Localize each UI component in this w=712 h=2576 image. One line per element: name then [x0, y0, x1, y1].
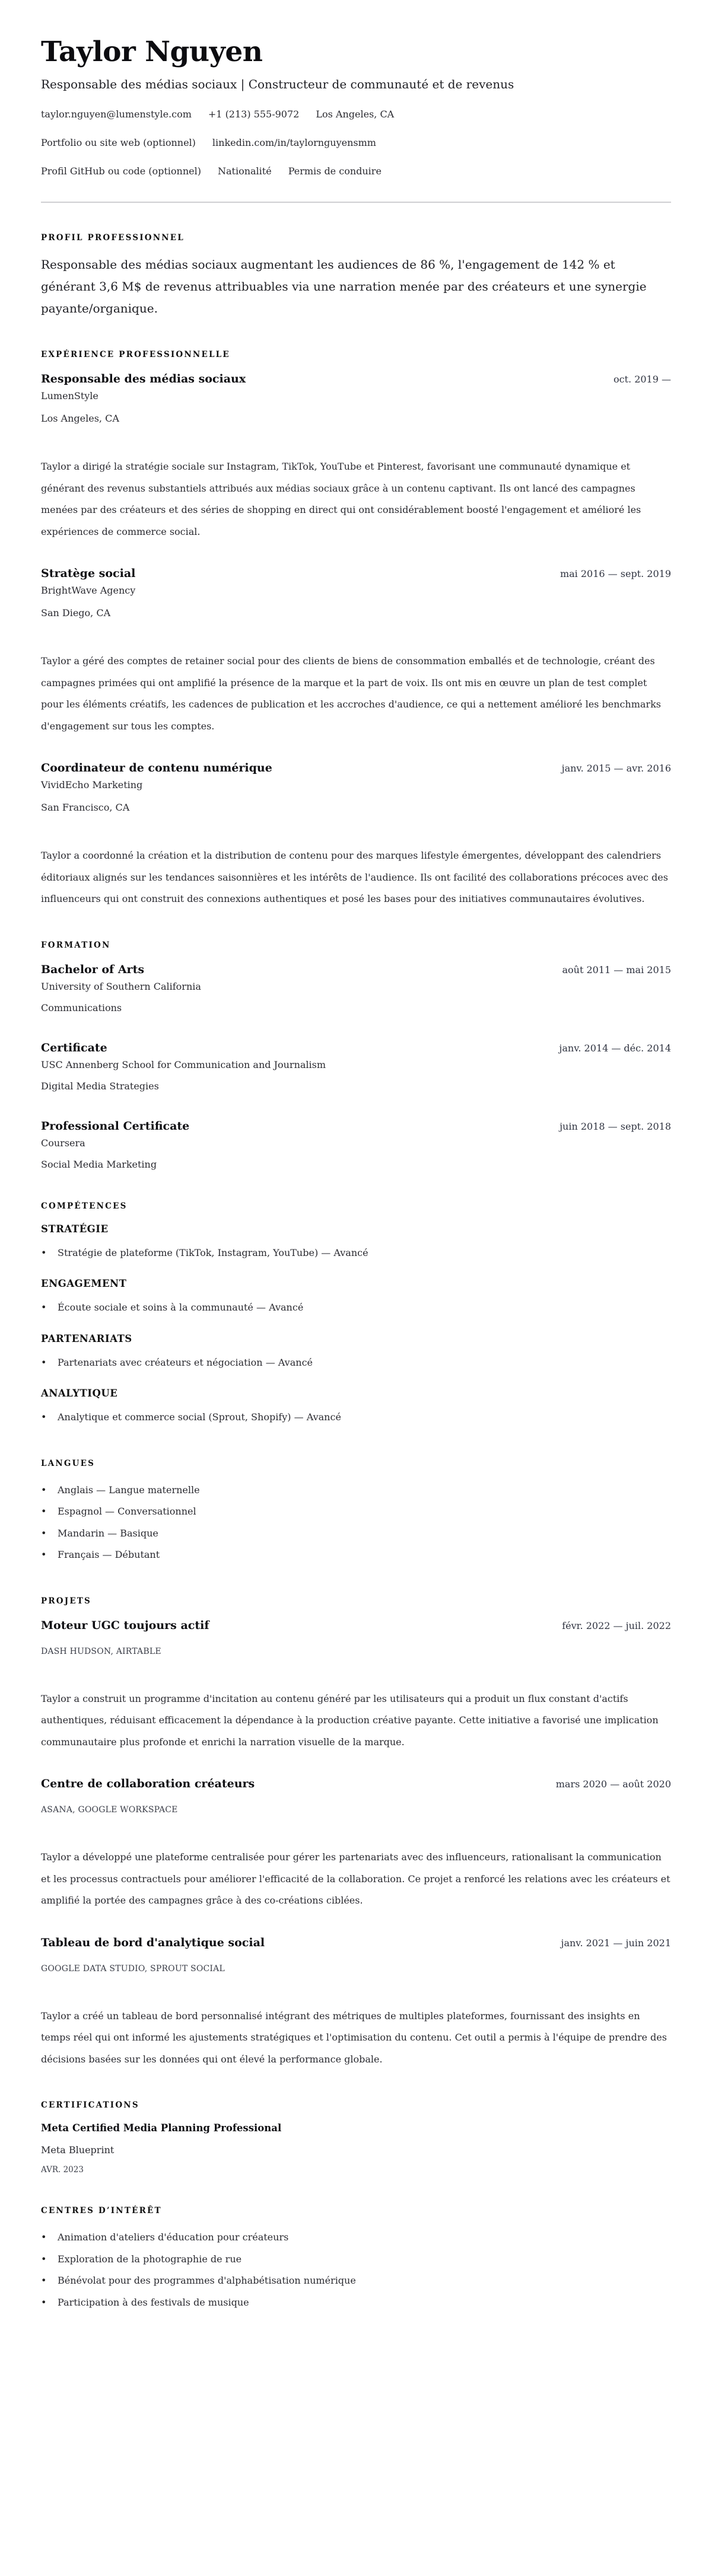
contact-row-primary — [41, 108, 671, 121]
project-description: Taylor a construit un programme d'incitation au contenu généré par les utilisateurs qui a produit un flux constant d'actifs authentiques, réduisant efficacement la dépendance à la production créative payante. Cette initiative a favorisé une implication communautaire plus profonde et enrichi la narration visuelle de la marque. — [41, 1692, 659, 1748]
language-item: • Anglais — Langue maternelle — [41, 1480, 671, 1501]
interests-section — [41, 2205, 671, 2313]
language-item: • Espagnol — Conversationnel — [41, 1501, 671, 1523]
job-location: San Diego, CA — [41, 607, 111, 619]
language-item: • Français — Débutant — [41, 1544, 671, 1566]
job-description: Taylor a dirigé la stratégie sociale sur Instagram, TikTok, YouTube et Pinterest, favorisant une communauté dynamique et générant des revenus substantiels attribués aux médias sociaux grâce à un contenu captivant. Ils ont lancé des campagnes menées par des créateurs et des séries de shopping en direct qui ont considérablement boosté l'engagement et amélioré les expériences de commerce social. — [41, 461, 641, 537]
project-dates: janv. 2021 — juin 2021 — [561, 1937, 671, 1949]
job-location: San Francisco, CA — [41, 802, 130, 813]
projects-section — [41, 1596, 671, 2071]
degree-title: Professional Certificate — [41, 1119, 190, 1133]
job-description: Taylor a géré des comptes de retainer social pour des clients de biens de consommation emballés et de technologie, créant des campagnes primées qui ont amplifié la présence de la marque et la part de voix. Ils ont mis en œuvre un plan de test complet pour les éléments créatifs, les cadences de publication et les accroches d'audience, ce qui a nettement amélioré les benchmarks d'engagement sur tous les comptes. — [41, 655, 661, 732]
project-description: Taylor a développé une plateforme centralisée pour gérer les partenariats avec des influenceurs, rationalisant la communication et les processus contractuels pour améliorer l'efficacité de la collaboration. Ce projet a renforcé les relations avec les créateurs et amplifié la portée des campagnes grâce à des co-créations ciblées. — [41, 1851, 670, 1906]
interest-item: • Bénévolat pour des programmes d'alphabétisation numérique — [41, 2270, 671, 2292]
education-dates: août 2011 — mai 2015 — [562, 964, 671, 975]
certification-issuer: Meta Blueprint — [41, 2144, 115, 2156]
education-item — [41, 961, 671, 1015]
skill-group — [41, 1332, 671, 1374]
header-divider — [41, 202, 671, 203]
experience-section — [41, 349, 671, 910]
skill-group-title: PARTENARIATS — [41, 1332, 132, 1344]
skill-group — [41, 1386, 671, 1429]
school-name: USC Annenberg School for Communication and Journalism — [41, 1059, 326, 1070]
linkedin-link[interactable]: linkedin.com/in/taylornguyensmm — [212, 137, 376, 148]
project-item — [41, 1775, 671, 1912]
portfolio-link[interactable]: Portfolio ou site web (optionnel) — [41, 137, 196, 148]
certification-item — [41, 2121, 671, 2176]
interest-list — [41, 2227, 671, 2313]
project-dates: mars 2020 — août 2020 — [555, 1778, 671, 1790]
skill-item: • Partenariats avec créateurs et négociation — Avancé — [41, 1352, 671, 1374]
degree-title: Certificate — [41, 1041, 107, 1054]
skill-group — [41, 1277, 671, 1319]
experience-item — [41, 565, 671, 737]
skill-list — [41, 1297, 671, 1319]
certification-name: Meta Certified Media Planning Professional — [41, 2122, 282, 2134]
section-title-summary: PROFIL PROFESSIONNEL — [41, 233, 185, 243]
contact-row-links — [41, 136, 671, 149]
education-item — [41, 1040, 671, 1093]
job-description: Taylor a coordonné la création et la distribution de contenu pour des marques lifestyle émergentes, développant des calendriers éditoriaux alignés sur les tendances saisonnières et les intérêts de l'audience. Ils ont facilité des collaborations précoces avec des influenceurs qui ont construit des connexions authentiques et posé les bases pour des initiatives communautaires évolutives. — [41, 850, 668, 904]
project-tech: GOOGLE DATA STUDIO, SPROUT SOCIAL — [41, 1963, 225, 1974]
language-list — [41, 1480, 671, 1566]
job-title: Coordinateur de contenu numérique — [41, 761, 272, 774]
education-section — [41, 940, 671, 1171]
contact-row-extra — [41, 165, 671, 178]
languages-section — [41, 1458, 671, 1566]
section-title-languages: LANGUES — [41, 1458, 96, 1468]
skill-list — [41, 1242, 671, 1264]
education-dates: janv. 2014 — déc. 2014 — [559, 1042, 671, 1054]
job-title: Responsable des médias sociaux — [41, 372, 246, 385]
contact-email[interactable]: taylor.nguyen@lumenstyle.com — [41, 109, 192, 120]
job-dates: mai 2016 — sept. 2019 — [560, 568, 671, 579]
skill-item: • Analytique et commerce social (Sprout, Shopify) — Avancé — [41, 1407, 671, 1429]
candidate-name: Taylor Nguyen — [41, 36, 263, 68]
nationality: Nationalité — [217, 165, 272, 177]
project-name: Moteur UGC toujours actif — [41, 1618, 209, 1632]
section-title-experience: EXPÉRIENCE PROFESSIONNELLE — [41, 350, 230, 359]
degree-title: Bachelor of Arts — [41, 962, 145, 976]
project-item — [41, 1617, 671, 1754]
school-name: Coursera — [41, 1137, 85, 1149]
summary-text: Responsable des médias sociaux augmentant les audiences de 86 %, l'engagement de 142 % et générant 3,6 M$ de revenus attribuables via une narration menée par des créateurs et une synergie payante/organique. — [41, 257, 647, 315]
skill-group-title: ANALYTIQUE — [41, 1388, 118, 1399]
resume-header — [41, 33, 671, 203]
school-name: University of Southern California — [41, 980, 201, 992]
skill-group — [41, 1222, 671, 1264]
field-of-study: Social Media Marketing — [41, 1158, 157, 1170]
project-description: Taylor a créé un tableau de bord personnalisé intégrant des métriques de multiples plateformes, fournissant des insights en temps réel qui ont informé les ajustements stratégiques et l'optimisation du contenu. Cet outil a permis à l'équipe de prendre des décisions basées sur les données qui ont élevé la performance globale. — [41, 2010, 667, 2065]
company-name: LumenStyle — [41, 390, 98, 401]
field-of-study: Communications — [41, 1002, 122, 1013]
project-dates: févr. 2022 — juil. 2022 — [562, 1619, 671, 1631]
company-name: BrightWave Agency — [41, 585, 136, 596]
skills-section — [41, 1201, 671, 1429]
candidate-headline: Responsable des médias sociaux | Constructeur de communauté et de revenus — [41, 77, 514, 91]
project-tech: DASH HUDSON, AIRTABLE — [41, 1646, 161, 1656]
experience-item — [41, 760, 671, 910]
skill-list — [41, 1352, 671, 1374]
skill-group-title: STRATÉGIE — [41, 1223, 109, 1235]
job-dates: janv. 2015 — avr. 2016 — [561, 763, 671, 774]
contact-phone[interactable]: +1 (213) 555-9072 — [208, 109, 300, 120]
project-item — [41, 1934, 671, 2071]
driving-license: Permis de conduire — [288, 165, 382, 177]
language-item: • Mandarin — Basique — [41, 1523, 671, 1545]
project-tech: ASANA, GOOGLE WORKSPACE — [41, 1805, 178, 1815]
job-dates: oct. 2019 — — [614, 374, 671, 385]
job-title: Stratège social — [41, 567, 136, 580]
skill-item: • Stratégie de plateforme (TikTok, Instagram, YouTube) — Avancé — [41, 1242, 671, 1264]
interest-item: • Participation à des festivals de musique — [41, 2292, 671, 2314]
section-title-skills: COMPÉTENCES — [41, 1201, 128, 1211]
education-dates: juin 2018 — sept. 2018 — [560, 1120, 671, 1132]
job-location: Los Angeles, CA — [41, 413, 119, 424]
section-title-education: FORMATION — [41, 940, 111, 950]
skill-group-title: ENGAGEMENT — [41, 1278, 127, 1289]
company-name: VividEcho Marketing — [41, 779, 143, 790]
certification-date: AVR. 2023 — [41, 2165, 84, 2175]
interest-item: • Exploration de la photographie de rue — [41, 2249, 671, 2271]
contact-location: Los Angeles, CA — [316, 109, 395, 120]
interest-item: • Animation d'ateliers d'éducation pour créateurs — [41, 2227, 671, 2249]
education-item — [41, 1118, 671, 1171]
section-title-projects: PROJETS — [41, 1596, 92, 1606]
section-title-interests: CENTRES D’INTÉRÊT — [41, 2206, 162, 2215]
github-link[interactable]: Profil GitHub ou code (optionnel) — [41, 165, 201, 177]
skill-list — [41, 1407, 671, 1429]
project-name: Centre de collaboration créateurs — [41, 1777, 255, 1790]
certifications-section — [41, 2100, 671, 2176]
field-of-study: Digital Media Strategies — [41, 1080, 159, 1092]
section-title-certifications: CERTIFICATIONS — [41, 2100, 139, 2110]
project-name: Tableau de bord d'analytique social — [41, 1936, 265, 1949]
skill-item: • Écoute sociale et soins à la communauté — Avancé — [41, 1297, 671, 1319]
summary-section — [41, 232, 671, 320]
experience-item — [41, 371, 671, 543]
